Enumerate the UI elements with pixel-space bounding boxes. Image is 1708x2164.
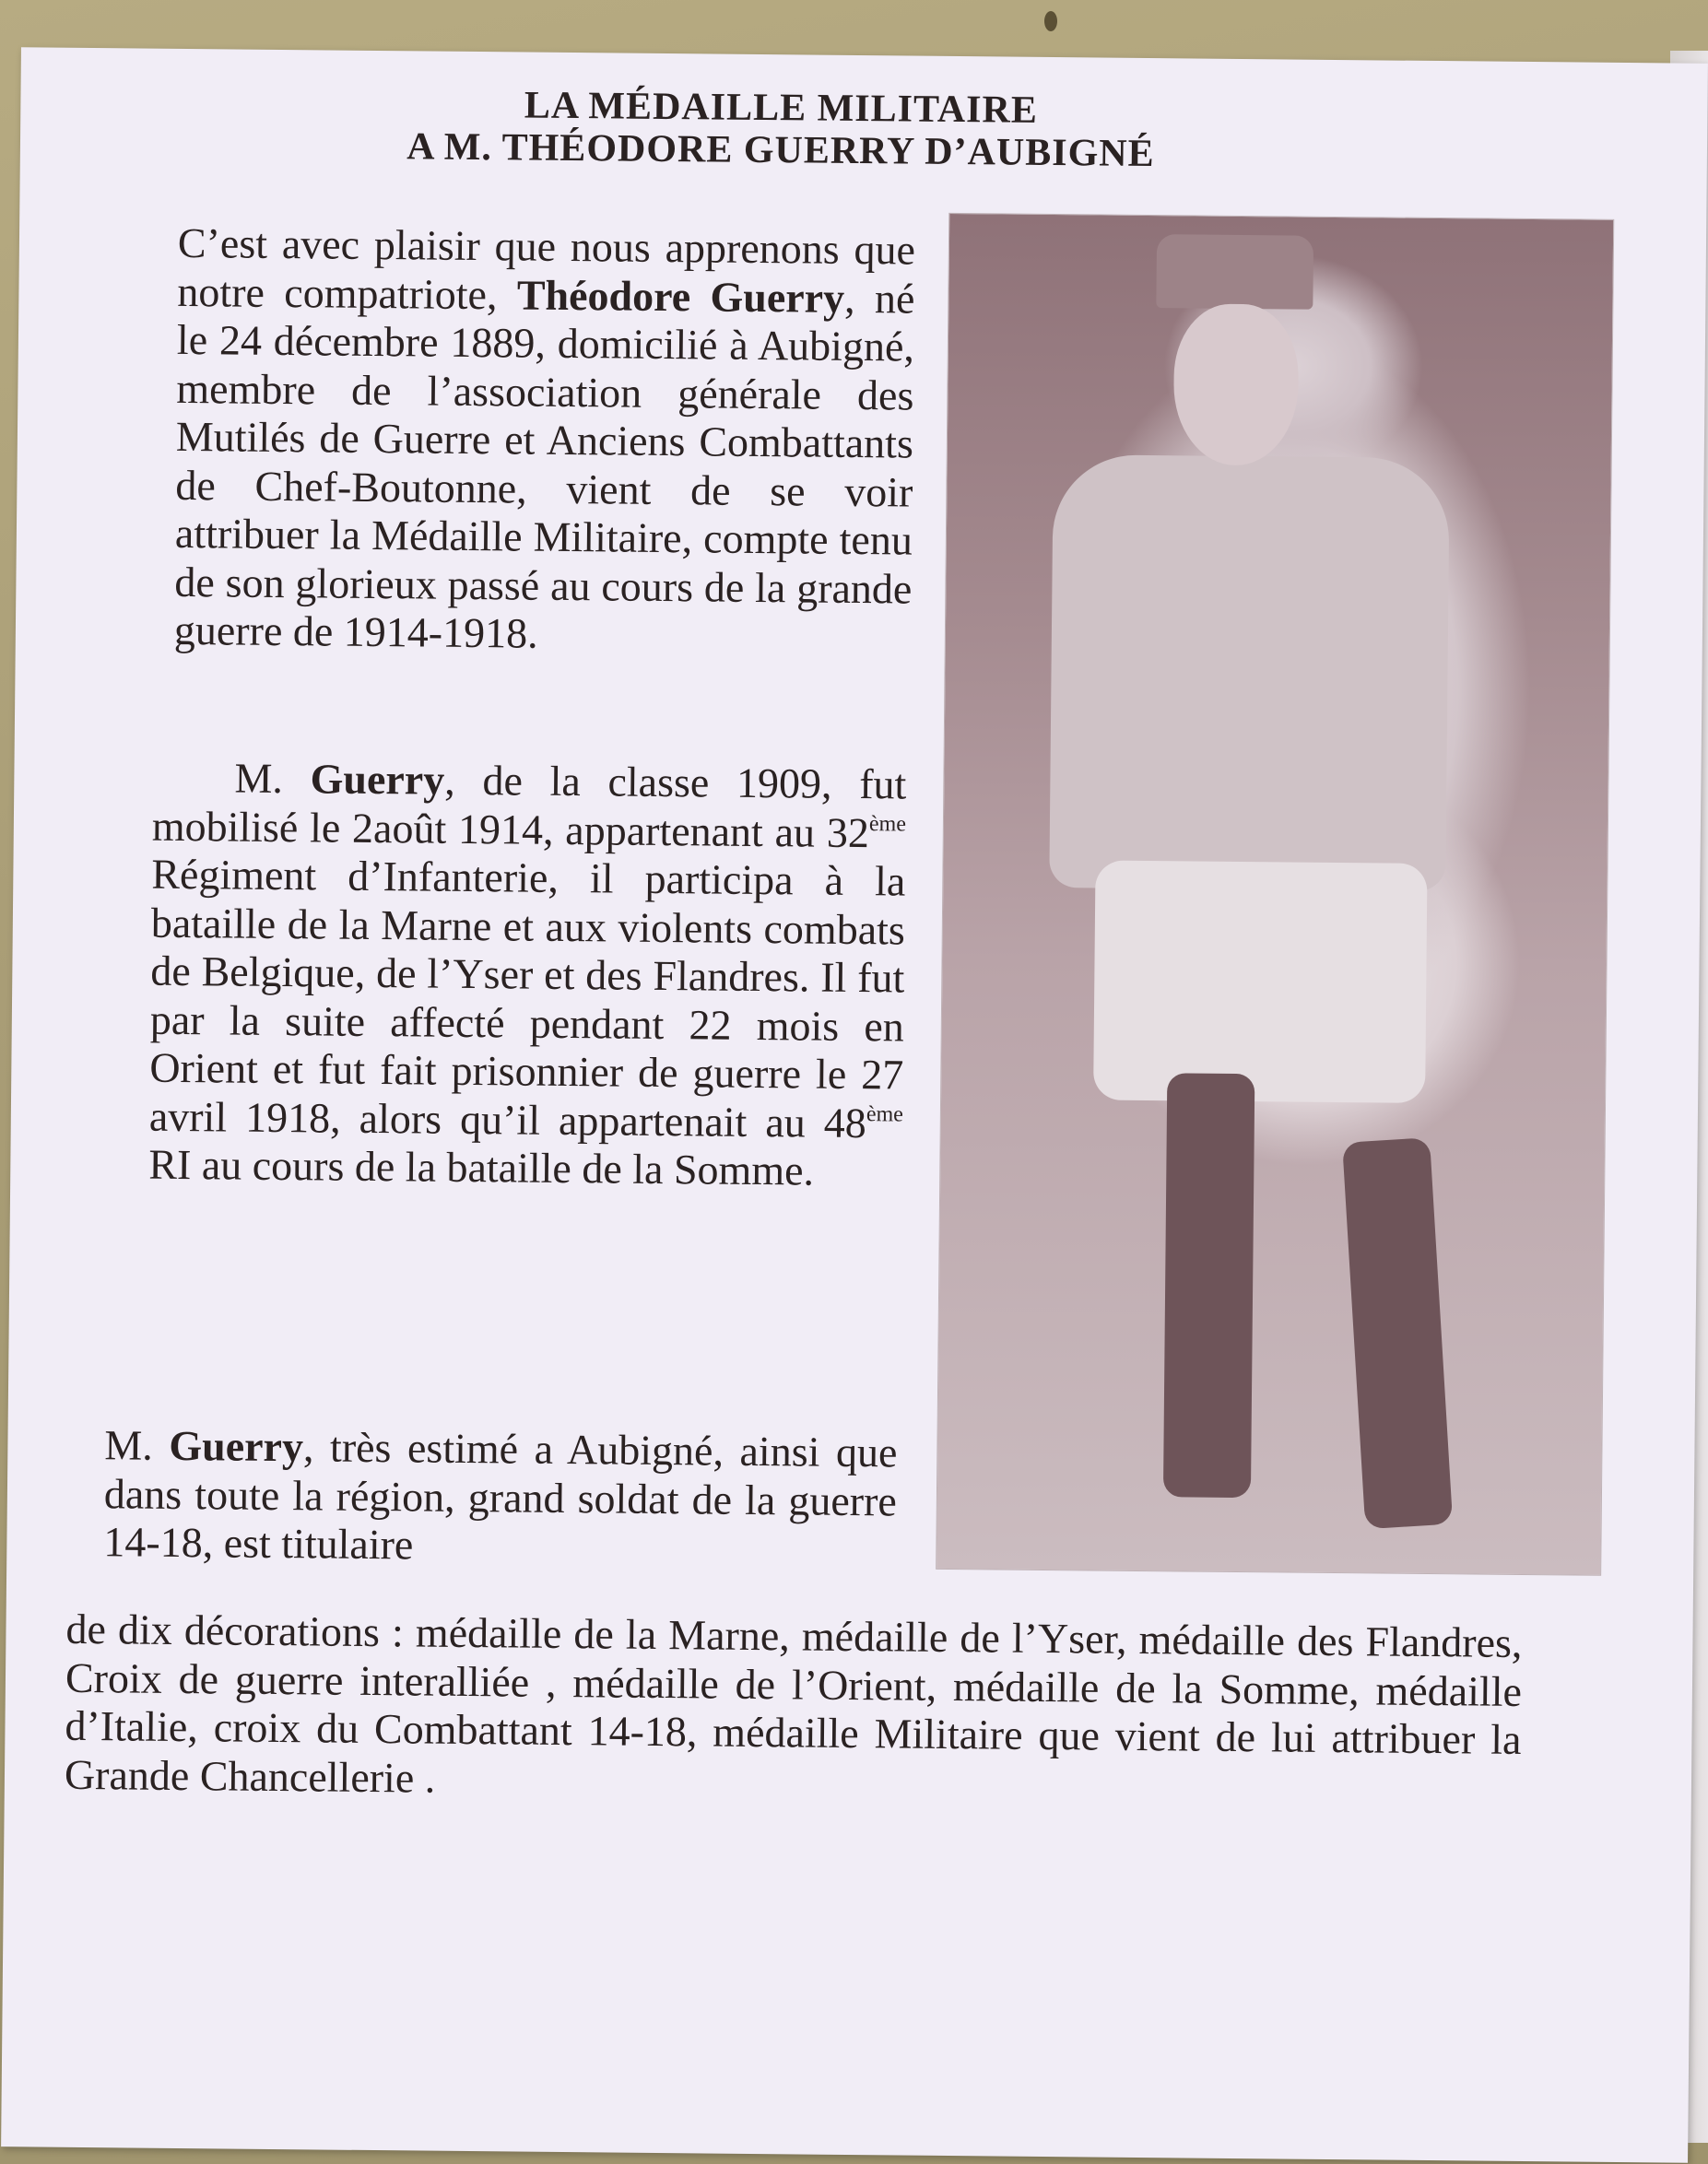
title-line-1: LA MÉDAILLE MILITAIRE	[524, 84, 1039, 132]
p4-text: de dix décorations : médaille de la Marne, médaille de l’Yser, médaille des Flandres, Croix de guerre interalliée , médaille de l’Orient, médaille de la Somme, médaille d’Italie, croix du Combattant 14-18, médaille Militaire que vient de lui attribuer la Grande Chancellerie .	[64, 1605, 1523, 1802]
soldier-photo	[936, 213, 1614, 1576]
article-title	[297, 82, 1266, 176]
p2-text-a: M.	[234, 754, 311, 803]
paragraph-4	[65, 1605, 1523, 1813]
p3-text-a: M.	[104, 1421, 170, 1469]
p2-text-b: , de la classe 1909, fut mobilisé le 2août 1914, appartenant au 32	[151, 756, 907, 856]
p2-superscript-1: ème	[868, 811, 907, 837]
p1-name: Théodore Guerry	[516, 270, 845, 322]
photo-coat	[1049, 454, 1449, 891]
p3-text-b: , très estimé a Aubigné, ainsi que dans toute la région, grand soldat de la guerre 14-18, est titulaire	[103, 1423, 898, 1569]
photo-right-leg	[1342, 1137, 1453, 1529]
paragraph-3	[103, 1421, 897, 1574]
photo-left-leg	[1163, 1073, 1254, 1498]
photo-cap	[1156, 234, 1313, 310]
p2-text-c: Régiment d’Infanterie, il participa à la bataille de la Marne et aux violents combats de Belgique, de l’Yser et des Flandres. Il fut par la suite affecté pendant 22 mois en Orient et fut fait prisonnier de guerre le 27 avril 1918, alors qu’il appartenait au 48	[148, 850, 906, 1147]
pin-hole	[1044, 11, 1057, 31]
p2-name: Guerry	[310, 755, 445, 804]
photo-trousers	[1093, 860, 1427, 1102]
p1-text-b: , né le 24 décembre 1889, domicilié à Aubigné, membre de l’association générale des Mutilés de Guerre et Anciens Combattants de Chef-Boutonne, vient de se voir attribuer la Médaille Militaire, compte tenu de son glorieux passé au cours de la grande guerre de 1914-1918.	[173, 274, 915, 657]
p1-text-a: C’est avec plaisir que nous apprenons que notre compatriote,	[177, 218, 916, 318]
paragraph-1	[174, 219, 915, 662]
photo-face	[1173, 303, 1300, 465]
article-content	[1, 47, 1708, 2162]
paragraph-2	[148, 754, 906, 1196]
title-line-2: A M. THÉODORE GUERRY D’AUBIGNÉ	[406, 125, 1155, 176]
p2-text-d: RI au cours de la bataille de la Somme.	[148, 1140, 815, 1194]
p3-name: Guerry	[169, 1421, 304, 1471]
p2-superscript-2: ème	[866, 1101, 904, 1127]
